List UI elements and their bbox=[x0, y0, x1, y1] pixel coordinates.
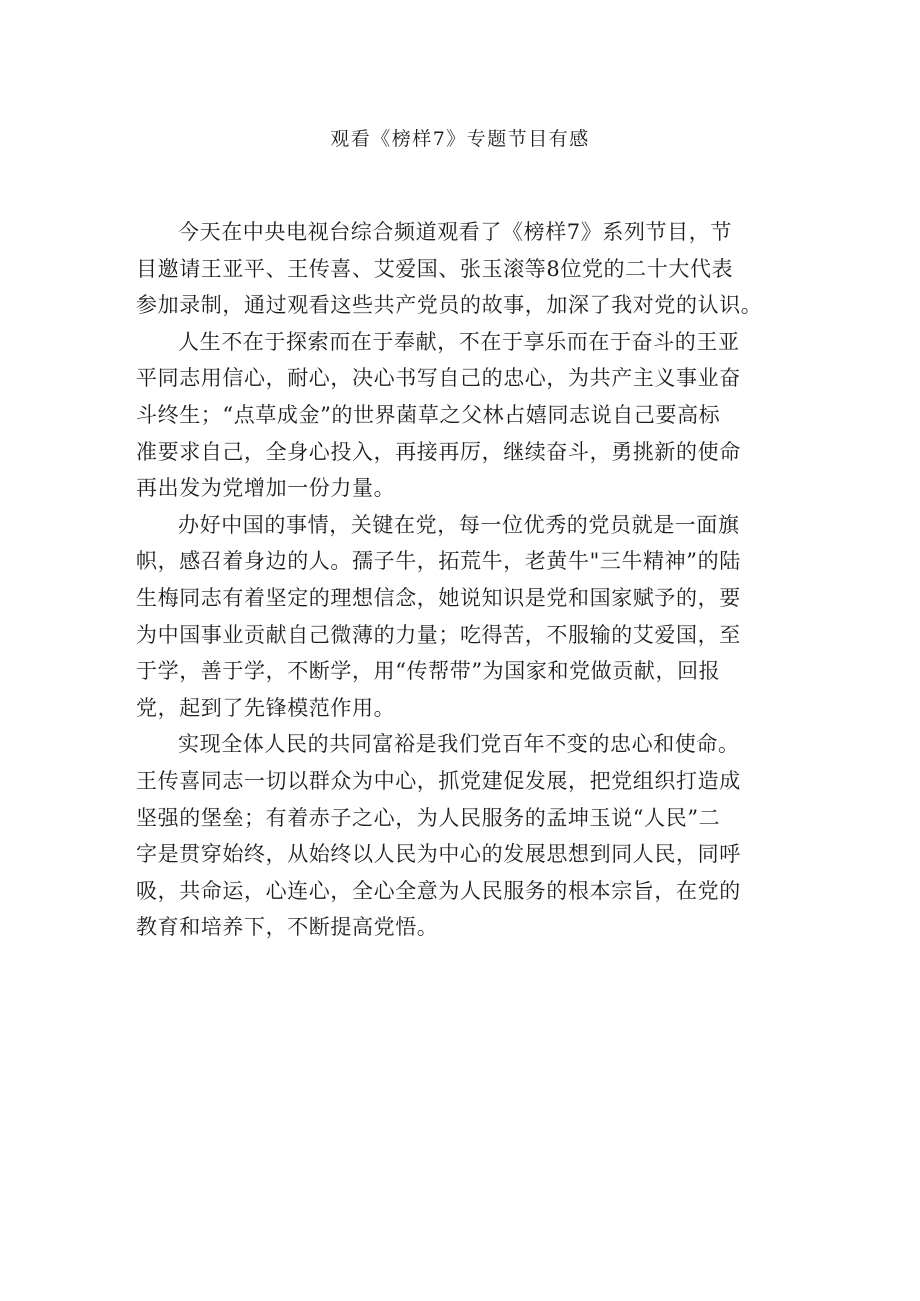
paragraph-line: 实现全体人民的共同富裕是我们党百年不变的忠心和使命。 bbox=[178, 732, 740, 757]
paragraph-line: 于学，善于学，不断学，用“传帮带”为国家和党做贡献，回报 bbox=[136, 659, 721, 684]
paragraph-line: 王传喜同志一切以群众为中心，抓党建促发展，把党组织打造成 bbox=[136, 768, 741, 793]
paragraph-line: 坚强的堡垒；有着赤子之心，为人民服务的孟坤玉说“人民”二 bbox=[136, 805, 721, 830]
paragraph-2 bbox=[136, 324, 798, 507]
paragraph-line: 帜，感召着身边的人。孺子牛，拓荒牛，老黄牛"三牛精神”的陆 bbox=[136, 549, 741, 574]
paragraph-line: 今天在中央电视台综合频道观看了《榜样7》系列节目，节 bbox=[178, 220, 732, 244]
paragraph-line: 吸，共命运，心连心，全心全意为人民服务的根本宗旨，在党的 bbox=[136, 878, 741, 903]
paragraph-line: 目邀请王亚平、王传喜、艾爱国、张玉滚等8位党的二十大代表 bbox=[136, 256, 734, 281]
paragraph-line: 教育和培养下，不断提高党悟。 bbox=[136, 915, 439, 940]
paragraph-line: 字是贯穿始终，从始终以人民为中心的发展思想到同人民，同呼 bbox=[136, 842, 741, 867]
paragraph-line: 再出发为党增加一份力量。 bbox=[136, 476, 396, 501]
paragraph-4 bbox=[136, 726, 798, 946]
paragraph-line: 党，起到了先锋模范作用。 bbox=[136, 695, 396, 720]
paragraph-line: 人生不在于探索而在于奉献，不在于享乐而在于奋斗的王亚 bbox=[178, 329, 740, 354]
document-title: 观看《榜样7》专题节目有感 bbox=[330, 128, 590, 150]
paragraph-line: 斗终生；“点草成金”的世界菌草之父林占嬉同志说自己要高标 bbox=[136, 402, 721, 427]
paragraph-line: 生梅同志有着坚定的理想信念，她说知识是党和国家赋予的，要 bbox=[136, 585, 741, 610]
paragraph-line: 准要求自己，全身心投入，再接再厉，继续奋斗，勇挑新的使命 bbox=[136, 439, 741, 464]
document-body bbox=[136, 214, 798, 946]
paragraph-line: 为中国事业贡献自己微薄的力量；吃得苦，不服输的艾爱国，至 bbox=[136, 622, 741, 647]
paragraph-line: 平同志用信心，耐心，决心书写自己的忠心，为共产主义事业奋 bbox=[136, 366, 741, 391]
paragraph-1 bbox=[136, 214, 798, 324]
paragraph-line: 参加录制，通过观看这些共产党员的故事，加深了我对党的认识。 bbox=[136, 293, 763, 318]
paragraph-line: 办好中国的事情，关键在党，每一位优秀的党员就是一面旗 bbox=[178, 512, 740, 537]
paragraph-3 bbox=[136, 507, 798, 727]
